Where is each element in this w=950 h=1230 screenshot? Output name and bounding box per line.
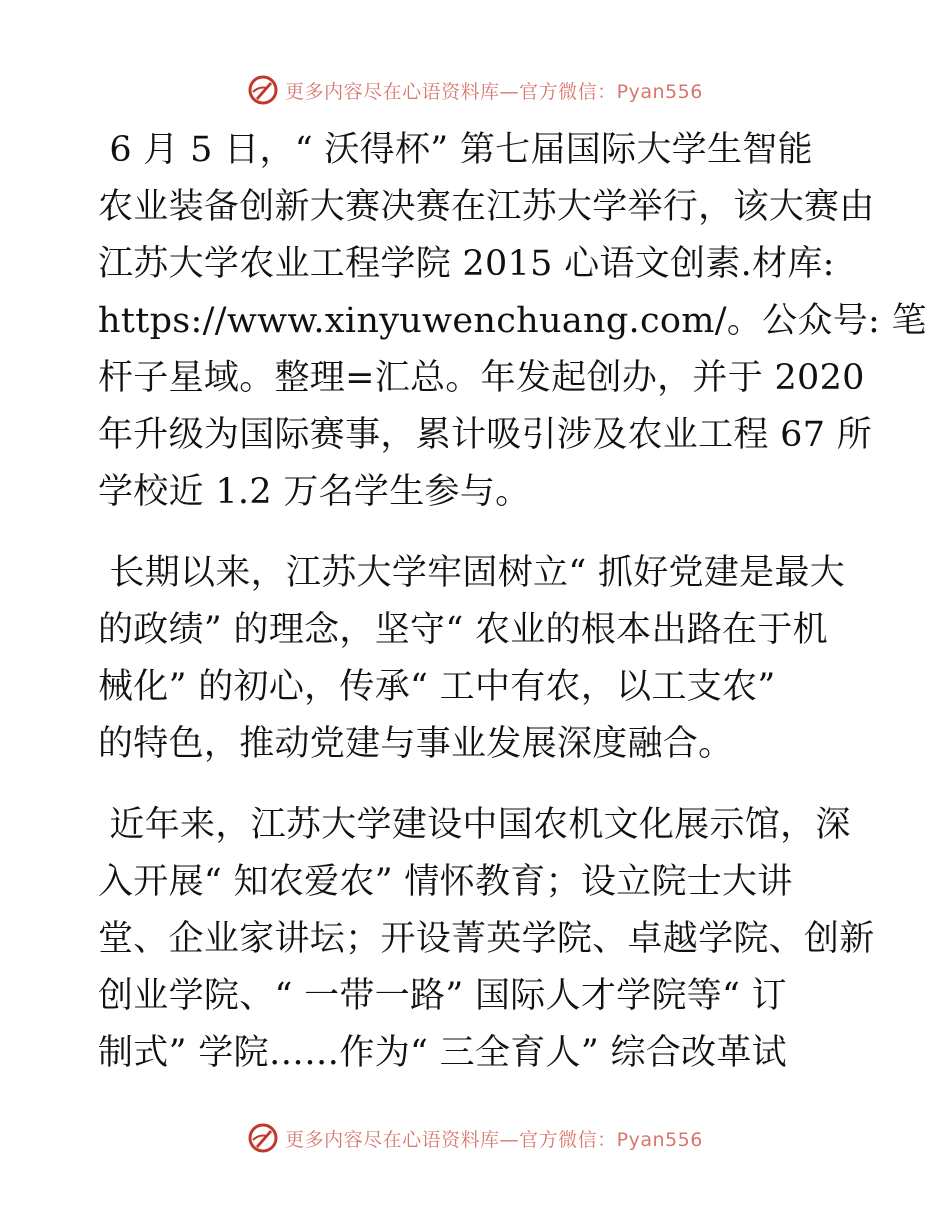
text-line: 的政绩” 的理念，坚守“ 农业的根本出路在于机 xyxy=(98,610,828,650)
text-line: 的特色，推动党建与事业发展深度融合。 xyxy=(98,724,734,764)
text-line: https://www.xinyuwenchuang.com/。公众号: 笔 xyxy=(98,301,927,341)
paragraph-spacer xyxy=(98,521,858,545)
text-line: 杆子星域。整理=汇总。年发起创办，并于 2020 xyxy=(98,358,865,398)
text-line: 长期以来，江苏大学牢固树立“ 抓好党建是最大 xyxy=(98,553,846,593)
text-line: 年升级为国际赛事，累计吸引涉及农业工程 67 所 xyxy=(98,415,872,455)
paragraph-1 xyxy=(98,122,927,521)
red-quill-logo-icon xyxy=(247,1122,279,1154)
footer-watermark xyxy=(0,1121,950,1155)
text-line: 堂、企业家讲坛；开设菁英学院、卓越学院、创新 xyxy=(98,919,875,959)
text-line: 江苏大学农业工程学院 2015 心语文创素.材库: xyxy=(98,244,835,284)
paragraph-spacer xyxy=(98,773,858,797)
text-line: 6 月 5 日，“ 沃得杯” 第七届国际大学生智能 xyxy=(98,130,813,170)
paragraph-3 xyxy=(98,797,875,1082)
text-line: 制式” 学院……作为“ 三全育人” 综合改革试 xyxy=(98,1033,787,1073)
paragraph-2 xyxy=(98,545,858,773)
watermark-text: 更多内容尽在心语资料库—官方微信：Pyan556 xyxy=(285,80,703,103)
text-line: 农业装备创新大赛决赛在江苏大学举行，该大赛由 xyxy=(98,187,875,227)
text-line: 械化” 的初心，传承“ 工中有农，以工支农” xyxy=(98,667,776,707)
text-line: 入开展“ 知农爱农” 情怀教育；设立院士大讲 xyxy=(98,862,793,902)
watermark-text: 更多内容尽在心语资料库—官方微信：Pyan556 xyxy=(285,1128,703,1151)
red-quill-logo-icon xyxy=(247,74,279,106)
header-watermark xyxy=(0,73,950,107)
text-line: 近年来，江苏大学建设中国农机文化展示馆，深 xyxy=(98,805,851,845)
text-line: 学校近 1.2 万名学生参与。 xyxy=(98,472,531,512)
document-body xyxy=(98,122,927,1082)
text-line: 创业学院、“ 一带一路” 国际人才学院等“ 订 xyxy=(98,976,787,1016)
